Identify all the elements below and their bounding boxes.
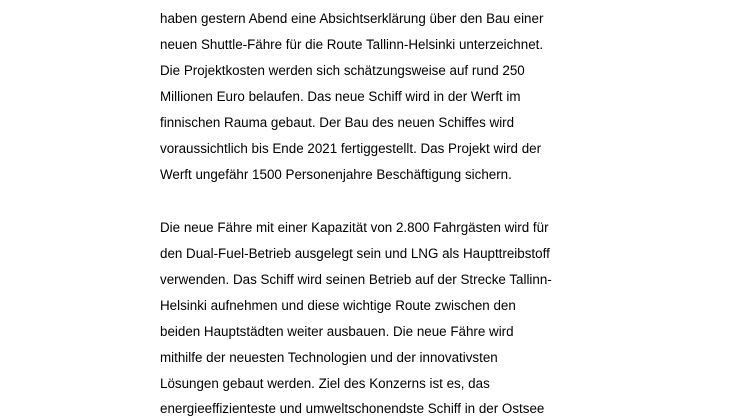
paragraph-2-line-6: mithilfe der neuesten Technologien und der innovativsten [160, 350, 498, 365]
paragraph-2-line-1: Die neue Fähre mit einer Kapazität von 2.800 Fahrgästen wird für [160, 220, 549, 235]
paragraph-1-line-1: haben gestern Abend eine Absichtserklärung über den Bau einer [160, 11, 544, 26]
paragraph-1-line-6: voraussichtlich bis Ende 2021 fertiggestellt. Das Projekt wird der [160, 141, 542, 156]
paragraph-1-line-3: Die Projektkosten werden sich schätzungsweise auf rund 250 [160, 63, 525, 78]
paragraph-2-line-7: Lösungen gebaut werden. Ziel des Konzerns ist es, das [160, 376, 490, 391]
clipped-line [160, 0, 600, 4]
paragraph-2-line-5: beiden Hauptstädten weiter ausbauen. Die neue Fähre wird [160, 324, 514, 339]
paragraph-1-line-4: Millionen Euro belaufen. Das neue Schiff wird in der Werft im [160, 89, 521, 104]
paragraph-2-line-4: Helsinki aufnehmen und diese wichtige Route zwischen den [160, 298, 516, 313]
paragraph-2-line-3: verwenden. Das Schiff wird seinen Betrieb auf der Strecke Tallinn- [160, 272, 552, 287]
paragraph-1-line-7: Werft ungefähr 1500 Personenjahre Beschäftigung sichern. [160, 167, 512, 182]
paragraph-2-line-2: den Dual-Fuel-Betrieb ausgelegt sein und LNG als Haupttreibstoff [160, 246, 550, 261]
paragraph-2-line-8: energieeffizienteste und umweltschonendste Schiff in der Ostsee [160, 401, 545, 416]
paragraph-1-line-2: neuen Shuttle-Fähre für die Route Tallinn-Helsinki unterzeichnet. [160, 37, 544, 52]
paragraph-1-line-5: finnischen Rauma gebaut. Der Bau des neuen Schiffes wird [160, 115, 515, 130]
